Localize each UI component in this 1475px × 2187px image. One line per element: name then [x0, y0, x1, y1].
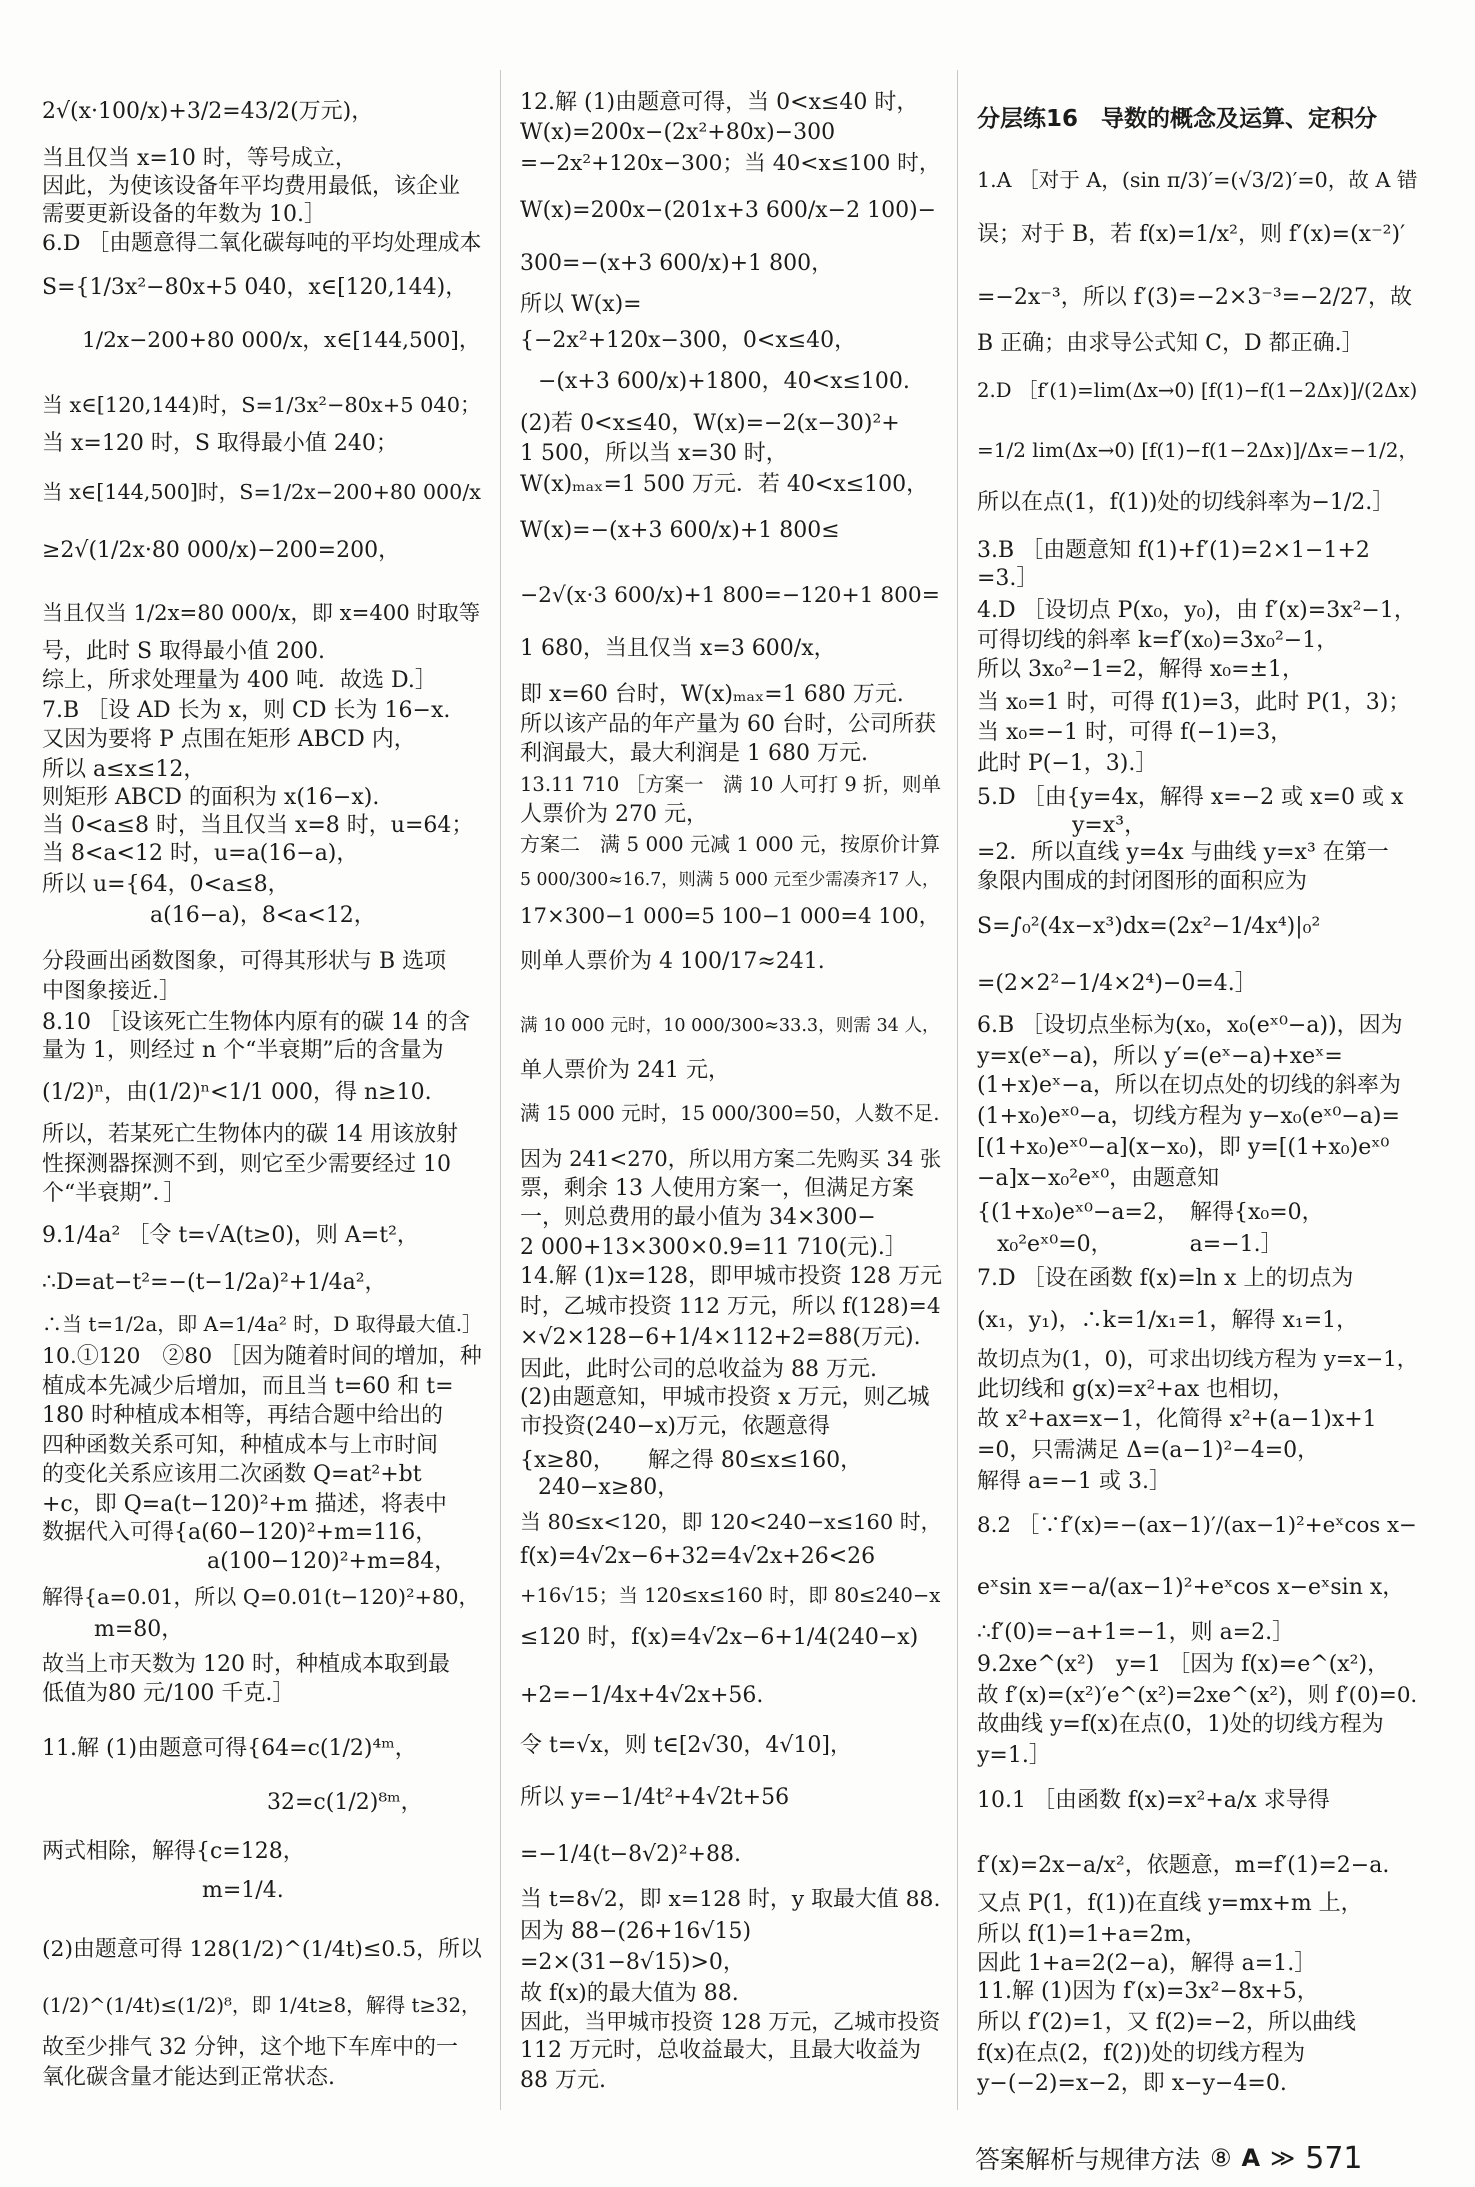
answer-line: ∴D=at−t²=−(t−1/2a)²+1/4a²，	[42, 1270, 387, 1295]
answer-line: 故当上市天数为 120 时，种植成本取到最	[42, 1652, 450, 1677]
answer-line: 当且仅当 1/2x=80 000/x，即 x=400 时取等	[42, 600, 481, 625]
answer-line: 所以，若某死亡生物体内的碳 14 用该放射	[42, 1122, 458, 1147]
page-footer	[975, 2138, 1445, 2178]
answer-line: 6.D ［由题意得二氧化碳每吨的平均处理成本	[42, 231, 482, 256]
answer-line: 当 80≤x<120，即 120<240−x≤160 时，	[520, 1510, 942, 1534]
answer-line: 13.11 710 ［方案一 满 10 人可打 9 折，则单	[520, 773, 941, 796]
answer-line: −(x+3 600/x)+1800，40<x≤100.	[538, 369, 910, 394]
answer-line: (1+x₀)eˣ⁰−a，切线方程为 y−x₀(eˣ⁰−a)=	[977, 1104, 1400, 1129]
answer-line: 因此，当甲城市投资 128 万元，乙城市投资	[520, 2010, 941, 2035]
answer-line: ∴f′(0)=−a+1=−1，则 a=2.］	[977, 1620, 1295, 1645]
answer-line: 又因为要将 P 点围在矩形 ABCD 内，	[42, 727, 416, 752]
answer-line: (1/2)^(1/4t)≤(1/2)⁸，即 1/4t≥8，解得 t≥32，	[42, 1994, 481, 2017]
answer-line: a(100−120)²+m=84，	[207, 1549, 457, 1574]
answer-line: 所以 y=−1/4t²+4√2t+56	[520, 1785, 790, 1810]
answer-line: 量为 1，则经过 n 个“半衰期”后的含量为	[42, 1038, 444, 1063]
answer-line: 11.解 (1)因为 f′(x)=3x²−8x+5，	[977, 1979, 1319, 2004]
answer-line: {−2x²+120x−300，0<x≤40，	[520, 328, 857, 353]
answer-line: 植成本先减少后增加，而且当 t=60 和 t=	[42, 1374, 454, 1399]
answer-line: 则矩形 ABCD 的面积为 x(16−x).	[42, 785, 380, 810]
answer-line: 8.10 ［设该死亡生物体内原有的碳 14 的含	[42, 1010, 470, 1035]
answer-line: 7.B ［设 AD 长为 x，则 CD 长为 16−x.	[42, 698, 451, 723]
answer-line: f(x)=4√2x−6+32=4√2x+26<26	[520, 1544, 876, 1569]
book-title: 答案解析与规律方法	[975, 2145, 1201, 2174]
answer-line: 当 x=120 时，S 取得最小值 240；	[42, 431, 398, 456]
answer-line: m=80，	[94, 1617, 184, 1642]
answer-line: 5.D ［由{y=4x，解得 x=−2 或 x=0 或 x	[977, 785, 1404, 810]
answer-line: 2 000+13×300×0.9=11 710(元).］	[520, 1235, 907, 1260]
answer-line: 中图象接近.］	[42, 979, 181, 1004]
answer-line: 因此，为使该设备年平均费用最低，该企业	[42, 174, 461, 199]
edition-badge: ⑧	[1210, 2144, 1232, 2172]
answer-line: +2=−1/4x+4√2x+56.	[520, 1683, 764, 1708]
answer-line: 利润最大，最大利润是 1 680 万元.	[520, 741, 868, 766]
answer-line: 故曲线 y=f(x)在点(0，1)处的切线方程为	[977, 1712, 1384, 1737]
answer-line: 当 x₀=−1 时，可得 f(−1)=3，	[977, 720, 1293, 745]
answer-line: 需要更新设备的年数为 10.］	[42, 202, 326, 227]
answer-line: W(x)ₘₐₓ=1 500 万元．若 40<x≤100，	[520, 472, 929, 497]
answer-line: 时，乙城市投资 112 万元，所以 f(128)=4	[520, 1294, 941, 1319]
answer-line: m=1/4.	[202, 1878, 284, 1903]
answer-line: =(2×2²−1/4×2⁴)−0=4.］	[977, 971, 1257, 996]
answer-line: 240−x≥80，	[538, 1475, 680, 1500]
answer-line: 因为 241<270，所以用方案二先购买 34 张	[520, 1146, 942, 1171]
answer-line: 数据代入可得{a(60−120)²+m=116，	[42, 1520, 438, 1545]
answer-line: 则单人票价为 4 100/17≈241.	[520, 949, 825, 974]
answer-line: W(x)=−(x+3 600/x)+1 800≤	[520, 518, 840, 543]
answer-line: 氧化碳含量才能达到正常状态.	[42, 2065, 335, 2090]
answer-line: 所以 f′(2)=1，又 f(2)=−2，所以曲线	[977, 2010, 1356, 2035]
answer-line: (1/2)ⁿ，由(1/2)ⁿ<1/1 000，得 n≥10.	[42, 1080, 432, 1105]
answer-line: (2)若 0<x≤40，W(x)=−2(x−30)²+	[520, 411, 900, 436]
answer-line: W(x)=200x−(201x+3 600/x−2 100)−	[520, 198, 937, 223]
answer-line: +c，即 Q=a(t−120)²+m 描述，将表中	[42, 1492, 447, 1517]
answer-line: =−2x⁻³，所以 f′(3)=−2×3⁻³=−2/27，故	[977, 285, 1412, 310]
answer-line: 所以 f(1)=1+a=2m，	[977, 1922, 1207, 1947]
answer-line: 10.①120 ②80 ［因为随着时间的增加，种	[42, 1344, 482, 1369]
answer-line: 故 f(x)的最大值为 88.	[520, 1981, 739, 2006]
answer-line: 14.解 (1)x=128，即甲城市投资 128 万元	[520, 1264, 942, 1289]
answer-line: y−(−2)=x−2，即 x−y−4=0.	[977, 2071, 1287, 2096]
answer-line: −a]x−x₀²eˣ⁰，由题意知	[977, 1166, 1220, 1191]
answer-line: 当 x₀=1 时，可得 f(1)=3，此时 P(1，3)；	[977, 690, 1411, 715]
answer-line: 满 10 000 元时，10 000/300≈33.3，则需 34 人，	[520, 1016, 940, 1036]
answer-line: =−2x²+120x−300；当 40<x≤100 时，	[520, 151, 941, 176]
answer-line: ≤120 时，f(x)=4√2x−6+1/4(240−x)	[520, 1625, 919, 1650]
answer-line: y=x(eˣ−a)，所以 y′=(eˣ−a)+xeˣ=	[977, 1044, 1343, 1069]
answer-line: eˣsin x=−a/(ax−1)²+eˣcos x−eˣsin x，	[977, 1575, 1405, 1600]
answer-line: 所以 3x₀²−1=2，解得 x₀=±1，	[977, 657, 1304, 682]
answer-line: 此切线和 g(x)=x²+ax 也相切，	[977, 1377, 1295, 1402]
answer-line: 11.解 (1)由题意可得{64=c(1/2)⁴ᵐ，	[42, 1736, 417, 1761]
answer-line: 令 t=√x，则 t∈[2√30，4√10]，	[520, 1733, 852, 1758]
answer-line: 两式相除，解得{c=128，	[42, 1839, 305, 1864]
answer-line: 1 500，所以当 x=30 时，	[520, 441, 788, 466]
answer-line: =2．所以直线 y=4x 与曲线 y=x³ 在第一	[977, 840, 1389, 865]
answer-line: 四种函数关系可知，种植成本与上市时间	[42, 1433, 439, 1458]
answer-line: 7.D ［设在函数 f(x)=ln x 上的切点为	[977, 1266, 1354, 1291]
answer-line: =3.］	[977, 566, 1039, 591]
answer-line: 性探测器探测不到，则它至少需要经过 10	[42, 1152, 451, 1177]
answer-line: 88 万元.	[520, 2068, 606, 2093]
answer-line: ≥2√(1/2x·80 000/x)−200=200，	[42, 538, 401, 563]
answer-line: 故切点为(1，0)，可求出切线方程为 y=x−1，	[977, 1346, 1418, 1371]
answer-line: 1.A ［对于 A，(sin π/3)′=(√3/2)′=0，故 A 错	[977, 168, 1418, 192]
answer-line: 故 f′(x)=(x²)′e^(x²)=2xe^(x²)，则 f′(0)=0.	[977, 1683, 1418, 1708]
answer-line: (1+x)eˣ−a，所以在切点处的切线的斜率为	[977, 1073, 1401, 1098]
answer-line: 方案二 满 5 000 元减 1 000 元，按原价计算	[520, 832, 940, 856]
answer-line: 又点 P(1，f(1))在直线 y=mx+m 上，	[977, 1891, 1363, 1916]
answer-line: 3.B ［由题意知 f(1)+f′(1)=2×1−1+2	[977, 538, 1370, 563]
answer-line: 单人票价为 241 元，	[520, 1058, 730, 1083]
answer-line: f(x)在点(2，f(2))处的切线方程为	[977, 2041, 1306, 2066]
answer-line: 当 0<a≤8 时，当且仅当 x=8 时，u=64；	[42, 813, 474, 838]
answer-line: 个“半衰期”．］	[42, 1181, 186, 1206]
answer-line: 可得切线的斜率 k=f′(x₀)=3x₀²−1，	[977, 628, 1339, 653]
answer-line: ×√2×128−6+1/4×112+2=88(万元).	[520, 1325, 921, 1350]
answer-line: 满 15 000 元时，15 000/300=50，人数不足.	[520, 1102, 940, 1125]
answer-line: 112 万元时，总收益最大，且最大收益为	[520, 2038, 921, 2063]
version-letter: A	[1241, 2144, 1261, 2172]
answer-line: 象限内围成的封闭图形的面积应为	[977, 869, 1308, 894]
answer-line: 1 680，当且仅当 x=3 600/x，	[520, 636, 836, 661]
answer-line: 8.2 ［∵f′(x)=−(ax−1)′/(ax−1)²+eˣcos x−	[977, 1513, 1417, 1538]
answer-line: =−1/4(t−8√2)²+88.	[520, 1842, 741, 1867]
answer-line: 一，则总费用的最小值为 34×300−	[520, 1205, 876, 1230]
answer-line: 9.1/4a² ［令 t=√A(t≥0)，则 A=t²，	[42, 1223, 419, 1248]
answer-line: (x₁，y₁)，∴k=1/x₁=1，解得 x₁=1，	[977, 1308, 1359, 1333]
answer-line: 当 x∈[144,500]时，S=1/2x−200+80 000/x	[42, 480, 481, 504]
answer-line: =1/2 lim(Δx→0) [f(1)−f(1−2Δx)]/Δx=−1/2，	[977, 438, 1419, 462]
answer-line: 所以 W(x)=	[520, 292, 642, 317]
answer-line: (2)由题意可得 128(1/2)^(1/4t)≤0.5，所以	[42, 1937, 482, 1962]
answer-line: 2√(x·100/x)+3/2=43/2(万元)，	[42, 99, 374, 124]
answer-line: 17×300−1 000=5 100−1 000=4 100，	[520, 903, 940, 928]
answer-line: 所以该产品的年产量为 60 台时，公司所获	[520, 712, 936, 737]
answer-line: 180 时种植成本相等，再结合题中给出的	[42, 1403, 443, 1428]
answer-line: {(1+x₀)eˣ⁰−a=2， 解得{x₀=0，	[977, 1200, 1324, 1225]
answer-line: 12.解 (1)由题意可得，当 0<x≤40 时，	[520, 90, 919, 115]
answer-line: ∴当 t=1/2a，即 A=1/4a² 时，D 取得最大值.］	[42, 1312, 482, 1336]
answer-line: W(x)=200x−(2x²+80x)−300	[520, 120, 836, 145]
answer-line: (2)由题意知，甲城市投资 x 万元，则乙城	[520, 1385, 930, 1410]
answer-line: −2√(x·3 600/x)+1 800=−120+1 800=	[520, 583, 940, 608]
answer-line: 此时 P(−1，3).］	[977, 751, 1158, 776]
answer-line: x₀²eˣ⁰=0， a=−1.］	[997, 1232, 1283, 1257]
section-title: 分层练16 导数的概念及运算、定积分	[977, 106, 1378, 132]
answer-line: 的变化关系应该用二次函数 Q=at²+bt	[42, 1462, 422, 1487]
answer-line: y=1.］	[977, 1743, 1051, 1768]
answer-line: 当且仅当 x=10 时，等号成立，	[42, 146, 357, 171]
answer-line: B 正确；由求导公式知 C，D 都正确.］	[977, 331, 1364, 356]
answer-line: [(1+x₀)eˣ⁰−a](x−x₀)，即 y=[(1+x₀)eˣ⁰	[977, 1135, 1390, 1160]
answer-line: y=x³，	[1072, 813, 1147, 838]
arrow-icon: ≫	[1270, 2144, 1296, 2172]
answer-line: 2.D ［f′(1)=lim(Δx→0) [f(1)−f(1−2Δx)]/(2Δx)	[977, 379, 1418, 402]
answer-line: 所以 a≤x≤12，	[42, 757, 206, 782]
answer-line: 解得{a=0.01，所以 Q=0.01(t−120)²+80，	[42, 1585, 480, 1609]
answer-line: 因此 1+a=2(2−a)，解得 a=1.］	[977, 1951, 1317, 1976]
answer-line: 号，此时 S 取得最小值 200.	[42, 639, 326, 664]
answer-line: +16√15；当 120≤x≤160 时，即 80≤240−x	[520, 1584, 941, 1607]
answer-line: 10.1 ［由函数 f(x)=x²+a/x 求导得	[977, 1788, 1330, 1813]
answer-line: 9.2xe^(x²) y=1 ［因为 f(x)=e^(x²)，	[977, 1652, 1390, 1677]
answer-line: 当 x∈[120,144)时，S=1/3x²−80x+5 040；	[42, 393, 481, 417]
answer-line: 4.D ［设切点 P(x₀，y₀)，由 f′(x)=3x²−1，	[977, 598, 1416, 623]
answer-line: 32=c(1/2)⁸ᵐ，	[267, 1790, 423, 1815]
answer-line: 所以 u={64，0<a≤8，	[42, 872, 290, 897]
answer-line: 市投资(240−x)万元，依题意得	[520, 1414, 830, 1439]
answer-line: S=∫₀²(4x−x³)dx=(2x²−1/4x⁴)|₀²	[977, 914, 1321, 939]
answer-line: 分段画出函数图象，可得其形状与 B 选项	[42, 949, 447, 974]
answer-line: 即 x=60 台时，W(x)ₘₐₓ=1 680 万元.	[520, 682, 904, 707]
answer-line: 6.B ［设切点坐标为(x₀，x₀(eˣ⁰−a))，因为	[977, 1013, 1403, 1038]
answer-line: 低值为80 元/100 千克.］	[42, 1681, 295, 1706]
answer-line: 票，剩余 13 人使用方案一，但满足方案	[520, 1176, 914, 1201]
answer-line: 误；对于 B，若 f(x)=1/x²，则 f′(x)=(x⁻²)′	[977, 222, 1406, 247]
answer-line: 300=−(x+3 600/x)+1 800，	[520, 251, 834, 276]
answer-line: 5 000/300≈16.7，则满 5 000 元至少需凑齐17 人，	[520, 870, 940, 890]
answer-line: f′(x)=2x−a/x²，依题意，m=f′(1)=2−a.	[977, 1853, 1390, 1878]
answer-line: =2×(31−8√15)>0，	[520, 1950, 745, 1975]
answer-line: 当 t=8√2，即 x=128 时，y 取最大值 88.	[520, 1887, 941, 1912]
answer-line: =0，只需满足 Δ=(a−1)²−4=0，	[977, 1438, 1320, 1463]
answer-line: 故至少排气 32 分钟，这个地下车库中的一	[42, 2035, 458, 2060]
answer-line: {x≥80， 解之得 80≤x≤160，	[520, 1448, 863, 1473]
answer-line: S={1/3x²−80x+5 040，x∈[120,144)，	[42, 275, 468, 300]
answer-line: 因此，此时公司的总收益为 88 万元.	[520, 1357, 877, 1382]
answer-line: 解得 a=−1 或 3.］	[977, 1469, 1171, 1494]
answer-line: a(16−a)，8<a<12，	[150, 903, 376, 928]
page-number: 571	[1305, 2140, 1363, 2176]
answer-line: 故 x²+ax=x−1，化简得 x²+(a−1)x+1	[977, 1407, 1377, 1432]
answer-line: 综上，所求处理量为 400 吨．故选 D.］	[42, 668, 437, 693]
answer-line: 人票价为 270 元，	[520, 802, 708, 827]
answer-line: 1/2x−200+80 000/x，x∈[144,500]，	[82, 328, 481, 353]
answer-line: 所以在点(1，f(1))处的切线斜率为−1/2.］	[977, 490, 1395, 515]
answer-line: 当 8<a<12 时，u=a(16−a)，	[42, 841, 359, 866]
answer-line: 因为 88−(26+16√15)	[520, 1919, 752, 1944]
